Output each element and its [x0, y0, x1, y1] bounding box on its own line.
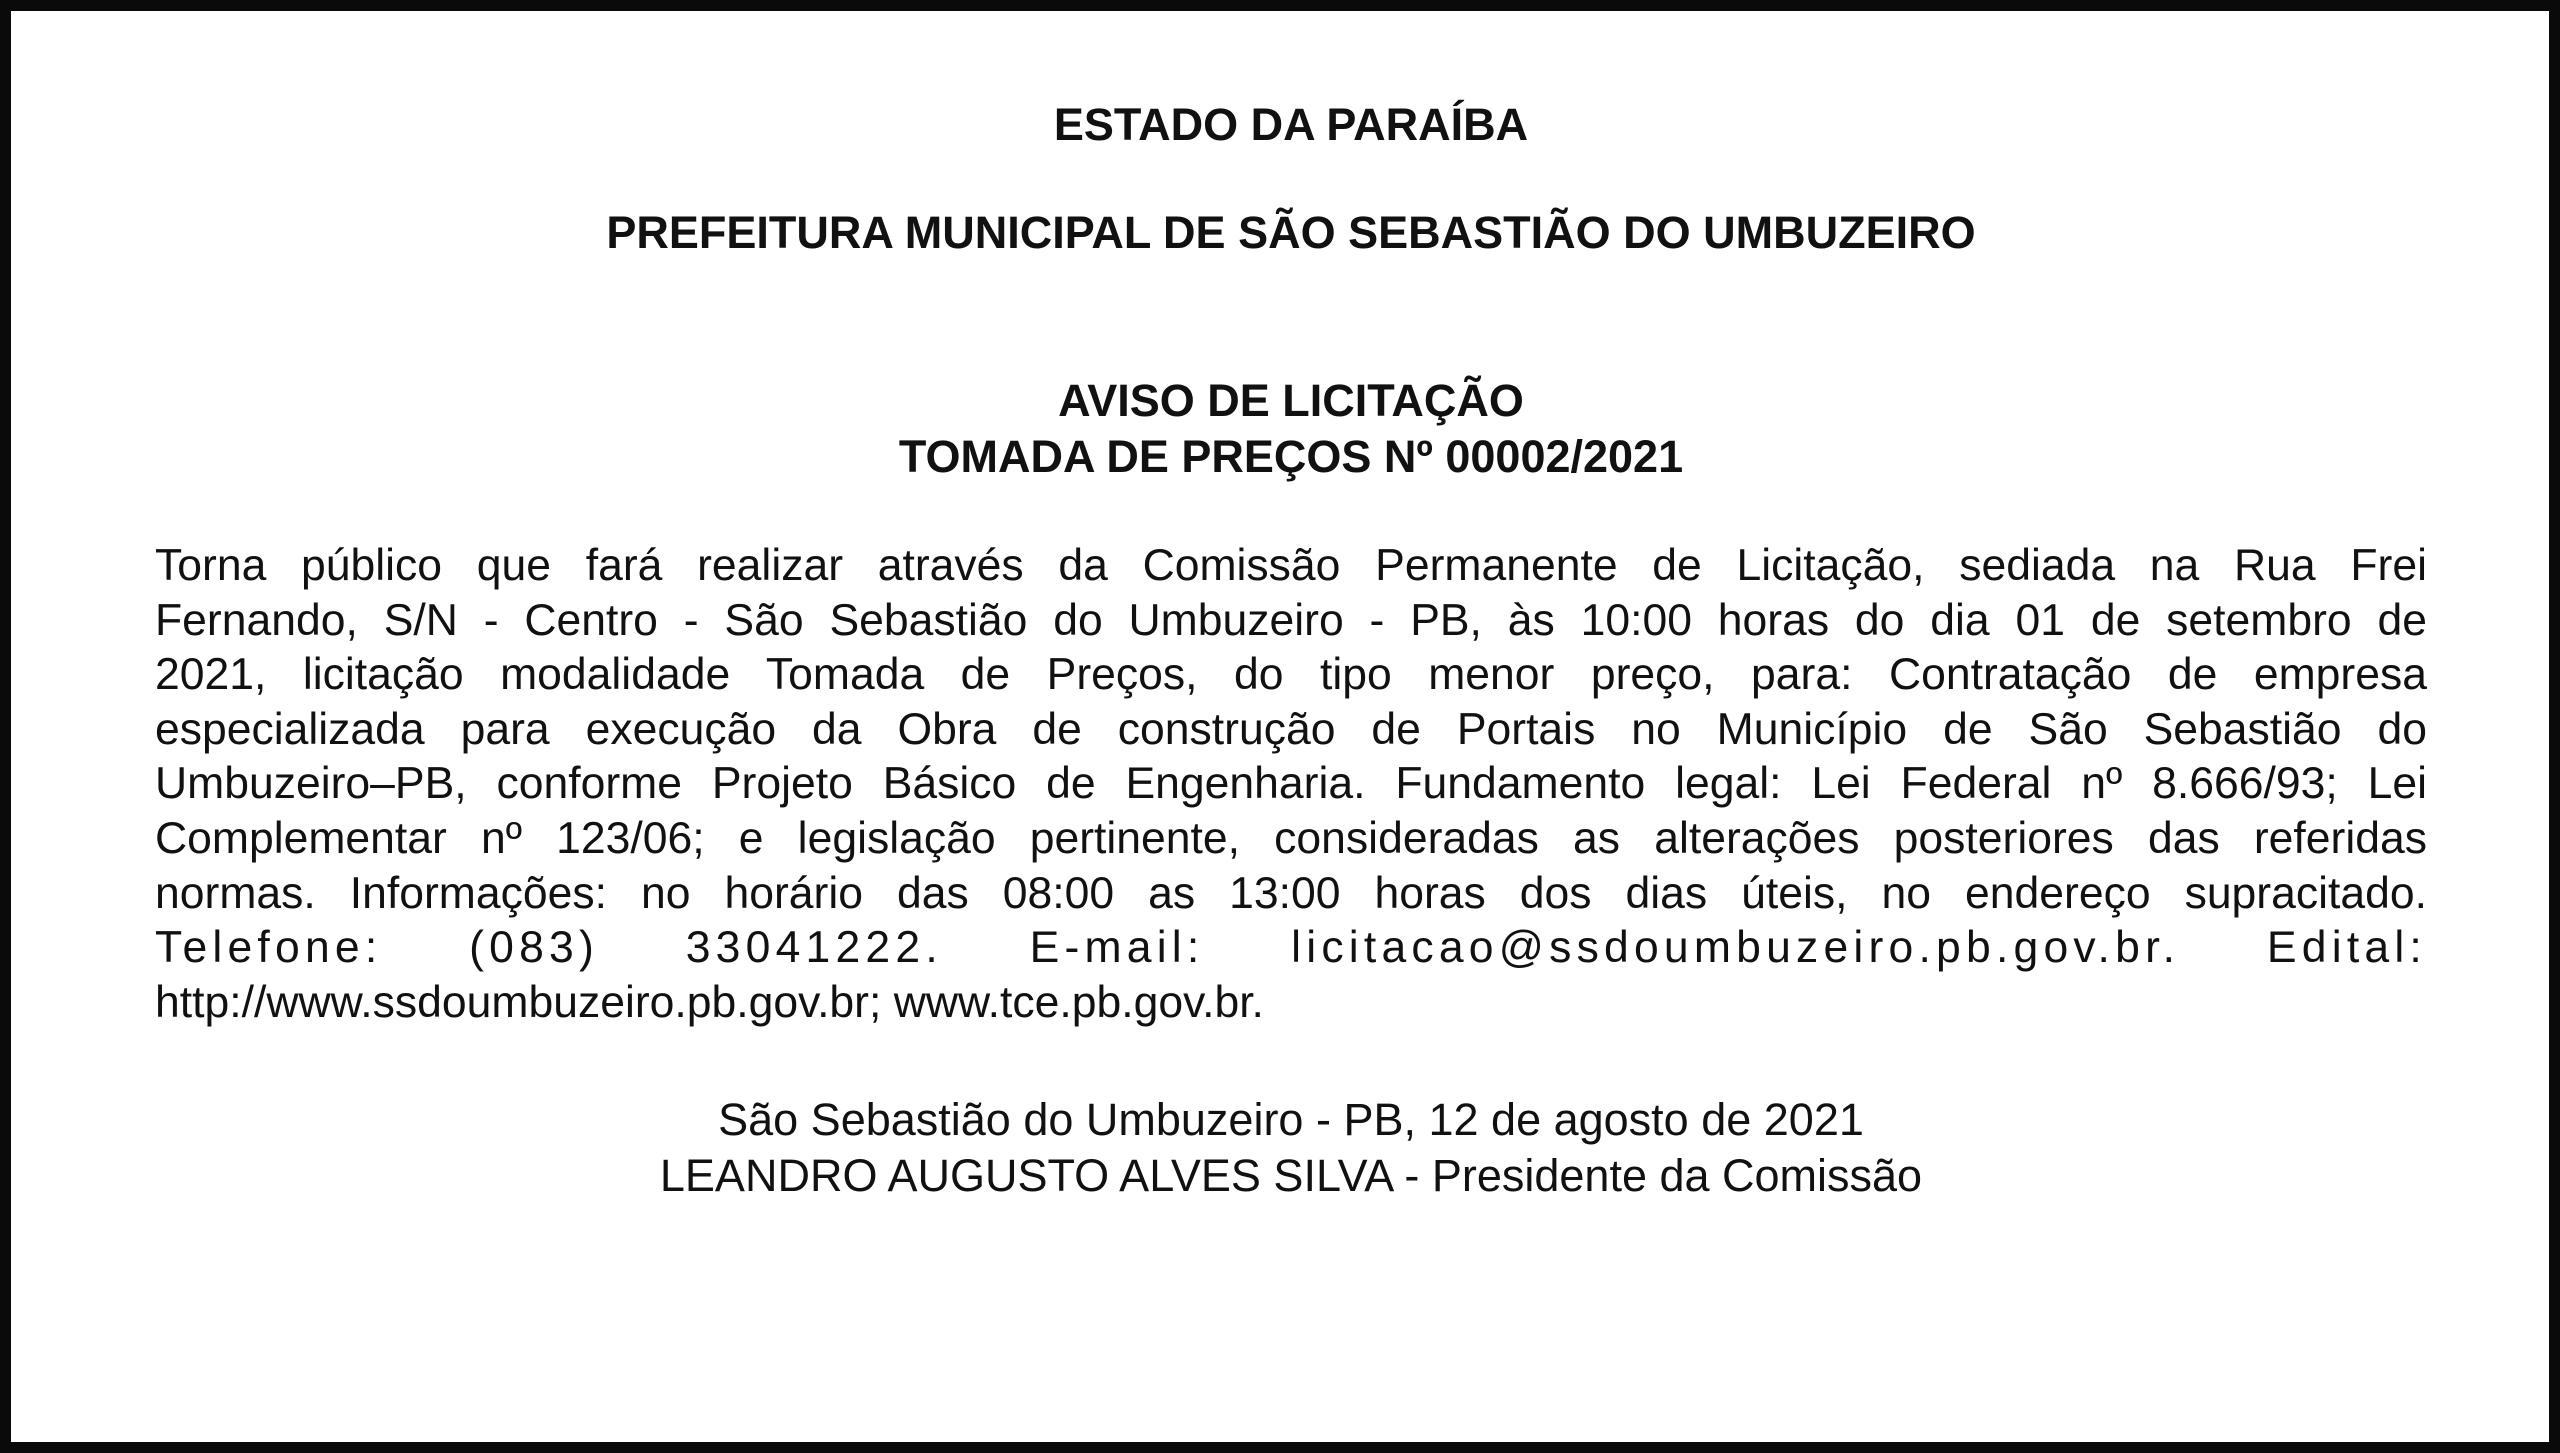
body-line: Fernando, S/N - Centro - São Sebastião do Umbuzeiro - PB, às 10:00 horas do dia 01 de setembro de	[155, 595, 2427, 645]
body-line: normas. Informações: no horário das 08:00 as 13:00 horas dos dias úteis, no endereço supracitado.	[155, 868, 2427, 918]
municipality-heading: PREFEITURA MUNICIPAL DE SÃO SEBASTIÃO DO UMBUZEIRO	[606, 207, 1976, 258]
body-line: Torna público que fará realizar através da Comissão Permanente de Licitação, sediada na Rua Frei	[155, 541, 2427, 590]
body-line-links: http://www.ssdoumbuzeiro.pb.gov.br; www.tce.pb.gov.br.	[155, 977, 1264, 1027]
body-line: Umbuzeiro–PB, conforme Projeto Básico de Engenharia. Fundamento legal: Lei Federal nº 8.666/93; Lei	[155, 759, 2427, 809]
body-line: 2021, licitação modalidade Tomada de Preços, do tipo menor preço, para: Contratação de empresa	[155, 650, 2427, 700]
body-line: especializada para execução da Obra de construção de Portais no Município de São Sebastião do	[155, 704, 2427, 754]
state-heading: ESTADO DA PARAÍBA	[1053, 99, 1529, 150]
place-date: São Sebastião do Umbuzeiro - PB, 12 de agosto de 2021	[718, 1094, 1864, 1145]
body-line: Complementar nº 123/06; e legislação pertinente, consideradas as alterações posteriores das referidas	[155, 813, 2427, 863]
notice-subtitle: TOMADA DE PREÇOS Nº 00002/2021	[898, 431, 1684, 482]
signer: LEANDRO AUGUSTO ALVES SILVA - Presidente da Comissão	[659, 1150, 1923, 1201]
notice-title: AVISO DE LICITAÇÃO	[1058, 375, 1524, 426]
notice-body	[155, 539, 2427, 1030]
body-line-contact: Telefone: (083) 33041222. E-mail: licitacao@ssdoumbuzeiro.pb.gov.br. Edital:	[155, 923, 2427, 973]
